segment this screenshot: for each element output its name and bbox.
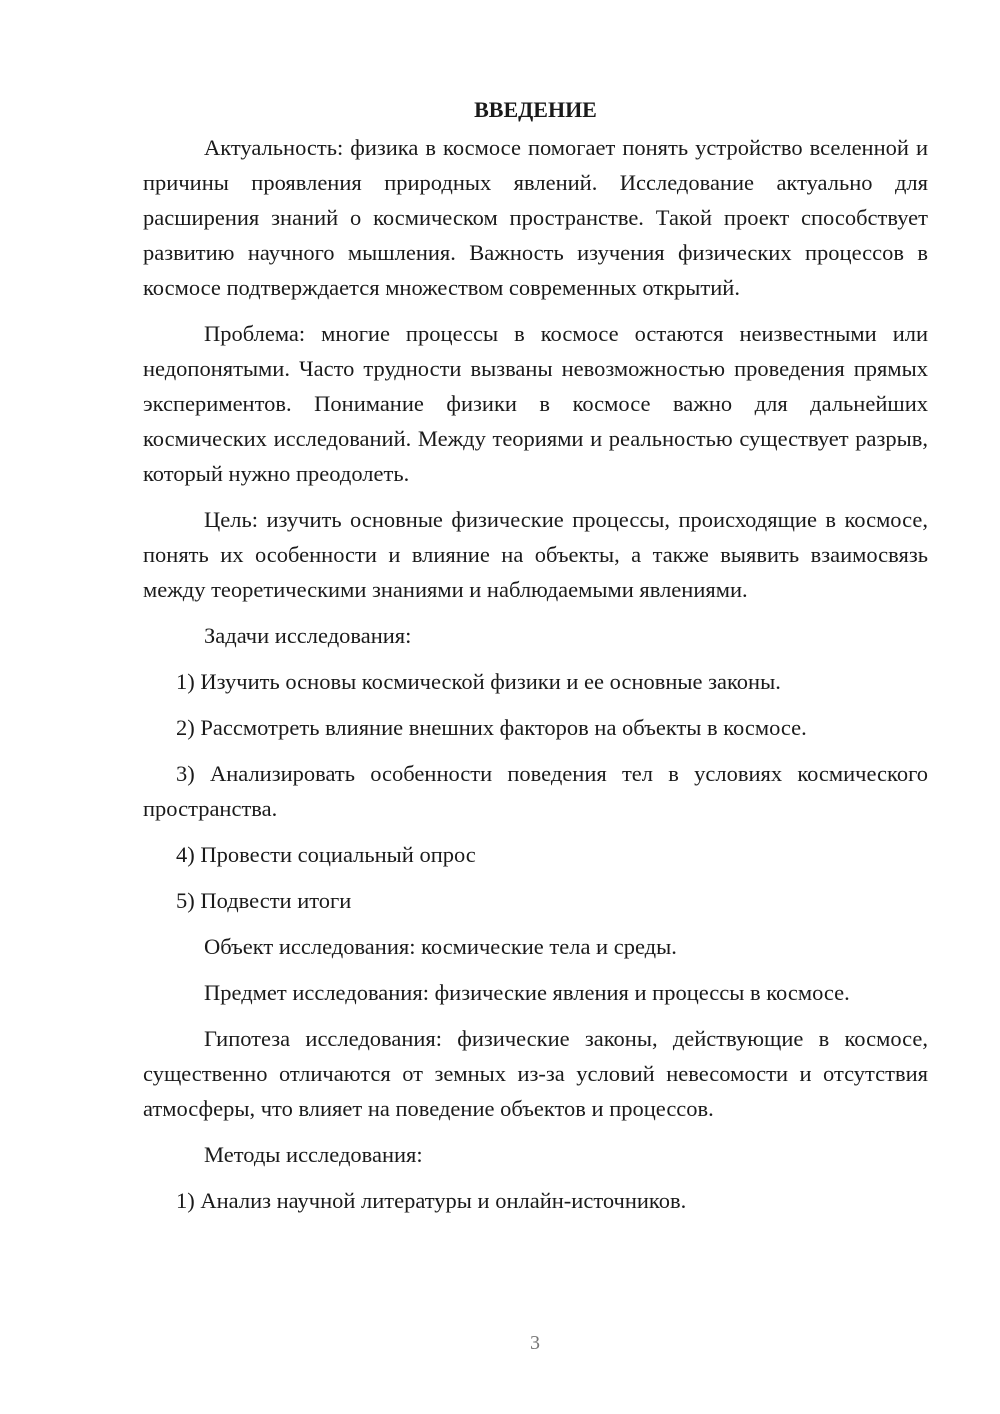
paragraph-goal: Цель: изучить основные физические процессы, происходящие в космосе, понять их особенности и влияние на объекты, а также выявить взаимосвязь между теоретическими знаниями и наблюдаемыми явлениями. — [143, 507, 928, 602]
task-item-2: 2) Рассмотреть влияние внешних факторов на объекты в космосе. — [176, 715, 807, 740]
paragraph-object: Объект исследования: космические тела и среды. — [204, 934, 677, 959]
paragraph-subject: Предмет исследования: физические явления и процессы в космосе. — [204, 980, 850, 1005]
task-item-3: 3) Анализировать особенности поведения тел в условиях космического пространства. — [143, 761, 928, 821]
document-page — [143, 92, 928, 1229]
paragraph-relevance: Актуальность: физика в космосе помогает понять устройство вселенной и причины проявления природных явлений. Исследование актуально для расширения знаний о космическом пространстве. Такой проект способствует развитию научного мышления. Важность изучения физических процессов в космосе подтверждается множеством современных открытий. — [143, 135, 928, 300]
task-item-1: 1) Изучить основы космической физики и ее основные законы. — [176, 669, 781, 694]
paragraph-problem: Проблема: многие процессы в космосе остаются неизвестными или недопонятыми. Часто трудности вызваны невозможностью проведения прямых экспериментов. Понимание физики в космосе важно для дальнейших космических исследований. Между теориями и реальностью существует разрыв, который нужно преодолеть. — [143, 321, 928, 486]
methods-heading: Методы исследования: — [204, 1142, 423, 1167]
method-item-1: 1) Анализ научной литературы и онлайн-источников. — [176, 1188, 687, 1213]
task-item-4: 4) Провести социальный опрос — [176, 842, 476, 867]
section-title: ВВЕДЕНИЕ — [474, 97, 597, 122]
tasks-heading: Задачи исследования: — [204, 623, 412, 648]
page-number: 3 — [530, 1332, 540, 1354]
paragraph-hypothesis: Гипотеза исследования: физические законы, действующие в космосе, существенно отличаются от земных из-за условий невесомости и отсутствия атмосферы, что влияет на поведение объектов и процессов. — [143, 1026, 928, 1121]
task-item-5: 5) Подвести итоги — [176, 888, 352, 913]
